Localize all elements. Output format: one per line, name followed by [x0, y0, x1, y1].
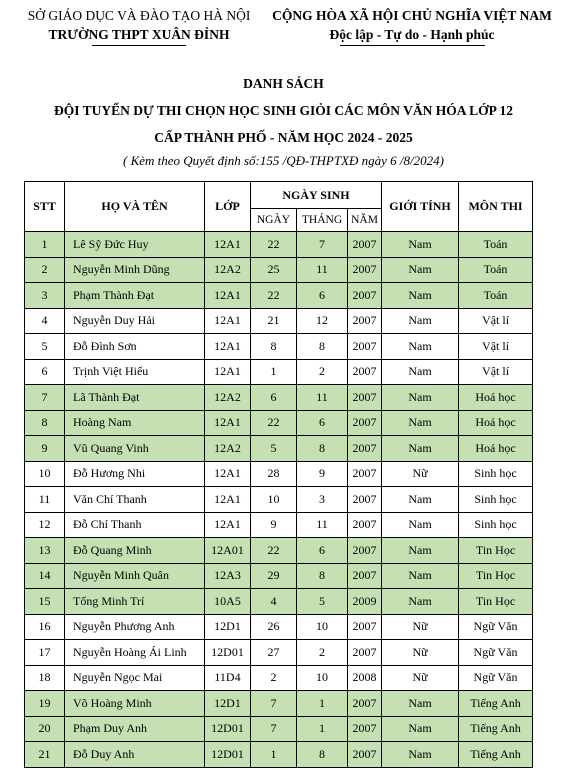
cell-subject: Toán: [459, 257, 533, 283]
table-row: [25, 232, 533, 258]
cell-day: 21: [251, 308, 297, 334]
cell-year: 2007: [348, 538, 382, 564]
cell-class: 12A2: [205, 257, 251, 283]
table-row: [25, 614, 533, 640]
cell-class: 12D1: [205, 691, 251, 717]
cell-gender: Nữ: [382, 665, 459, 691]
cell-month: 1: [297, 691, 348, 717]
table-row: [25, 589, 533, 615]
cell-class: 12A1: [205, 359, 251, 385]
cell-gender: Nữ: [382, 614, 459, 640]
cell-year: 2007: [348, 742, 382, 768]
cell-name: Trịnh Việt Hiếu: [65, 359, 205, 385]
cell-year: 2007: [348, 461, 382, 487]
motto-underline: [340, 45, 485, 46]
cell-day: 7: [251, 691, 297, 717]
cell-stt: 1: [25, 232, 65, 258]
cell-class: 12A2: [205, 436, 251, 462]
table-row: [25, 665, 533, 691]
cell-subject: Hoá học: [459, 385, 533, 411]
cell-subject: Toán: [459, 283, 533, 309]
cell-class: 12A2: [205, 385, 251, 411]
cell-name: Nguyễn Duy Hải: [65, 308, 205, 334]
cell-stt: 21: [25, 742, 65, 768]
table-row: [25, 563, 533, 589]
cell-stt: 18: [25, 665, 65, 691]
cell-name: Hoàng Nam: [65, 410, 205, 436]
cell-year: 2007: [348, 640, 382, 666]
cell-month: 9: [297, 461, 348, 487]
cell-year: 2007: [348, 359, 382, 385]
cell-stt: 17: [25, 640, 65, 666]
table-row: [25, 385, 533, 411]
cell-year: 2007: [348, 691, 382, 717]
cell-day: 7: [251, 716, 297, 742]
cell-name: Vũ Quang Vinh: [65, 436, 205, 462]
school-name: TRƯỜNG THPT XUÂN ĐỈNH: [48, 27, 230, 42]
country-name: CỘNG HÒA XÃ HỘI CHỦ NGHĨA VIỆT NAM: [272, 8, 552, 23]
cell-class: 12A1: [205, 461, 251, 487]
table-row: [25, 742, 533, 768]
header-dob: NGÀY SINH: [251, 182, 382, 209]
student-list-table: [24, 181, 533, 768]
cell-subject: Vật lí: [459, 334, 533, 360]
cell-class: 12D01: [205, 742, 251, 768]
table-row: [25, 410, 533, 436]
table-row: [25, 512, 533, 538]
cell-month: 6: [297, 538, 348, 564]
cell-gender: Nam: [382, 487, 459, 513]
cell-gender: Nữ: [382, 640, 459, 666]
cell-month: 1: [297, 716, 348, 742]
cell-subject: Ngữ Văn: [459, 640, 533, 666]
cell-name: Phạm Duy Anh: [65, 716, 205, 742]
decision-note: ( Kèm theo Quyết định số:155 /QĐ-THPTXĐ ngày 6 /8/2024): [123, 153, 444, 168]
cell-gender: Nam: [382, 257, 459, 283]
header-month: THÁNG: [297, 209, 348, 232]
cell-class: 12A1: [205, 308, 251, 334]
cell-name: Nguyễn Phương Anh: [65, 614, 205, 640]
table-row: [25, 257, 533, 283]
cell-year: 2007: [348, 512, 382, 538]
table-row: [25, 461, 533, 487]
cell-month: 2: [297, 640, 348, 666]
cell-stt: 8: [25, 410, 65, 436]
cell-day: 10: [251, 487, 297, 513]
cell-class: 12D01: [205, 716, 251, 742]
cell-year: 2007: [348, 283, 382, 309]
cell-stt: 4: [25, 308, 65, 334]
cell-gender: Nam: [382, 589, 459, 615]
cell-stt: 19: [25, 691, 65, 717]
cell-day: 6: [251, 385, 297, 411]
cell-month: 8: [297, 563, 348, 589]
cell-name: Phạm Thành Đạt: [65, 283, 205, 309]
table-row: [25, 691, 533, 717]
cell-gender: Nữ: [382, 461, 459, 487]
cell-day: 25: [251, 257, 297, 283]
cell-subject: Toán: [459, 232, 533, 258]
cell-subject: Tiếng Anh: [459, 691, 533, 717]
cell-class: 12A1: [205, 410, 251, 436]
cell-subject: Ngữ Văn: [459, 665, 533, 691]
table-row: [25, 308, 533, 334]
cell-name: Đỗ Hương Nhi: [65, 461, 205, 487]
document-subtitle: ĐỘI TUYỂN DỰ THI CHỌN HỌC SINH GIỎI CÁC MÔN VĂN HÓA LỚP 12: [54, 103, 513, 118]
cell-gender: Nam: [382, 334, 459, 360]
cell-year: 2007: [348, 614, 382, 640]
cell-gender: Nam: [382, 283, 459, 309]
cell-class: 12A01: [205, 538, 251, 564]
cell-stt: 13: [25, 538, 65, 564]
cell-name: Nguyễn Hoàng Ái Linh: [65, 640, 205, 666]
cell-day: 27: [251, 640, 297, 666]
document-title-block: [0, 70, 567, 171]
cell-month: 8: [297, 742, 348, 768]
cell-stt: 12: [25, 512, 65, 538]
cell-gender: Nam: [382, 538, 459, 564]
cell-subject: Sinh học: [459, 487, 533, 513]
cell-subject: Tin Học: [459, 538, 533, 564]
table-row: [25, 716, 533, 742]
cell-stt: 15: [25, 589, 65, 615]
cell-name: Nguyễn Minh Quân: [65, 563, 205, 589]
cell-class: 10A5: [205, 589, 251, 615]
cell-day: 5: [251, 436, 297, 462]
school-underline: [92, 45, 186, 46]
cell-day: 22: [251, 538, 297, 564]
cell-day: 4: [251, 589, 297, 615]
cell-month: 10: [297, 614, 348, 640]
cell-stt: 6: [25, 359, 65, 385]
cell-gender: Nam: [382, 691, 459, 717]
cell-class: 11D4: [205, 665, 251, 691]
table-row: [25, 538, 533, 564]
document-subtitle-2: CẤP THÀNH PHỐ - NĂM HỌC 2024 - 2025: [154, 130, 413, 145]
cell-gender: Nam: [382, 232, 459, 258]
cell-month: 5: [297, 589, 348, 615]
cell-class: 12A1: [205, 512, 251, 538]
header-subject: MÔN THI: [459, 182, 533, 232]
national-header: [262, 6, 562, 44]
cell-subject: Vật lí: [459, 308, 533, 334]
table-row: [25, 334, 533, 360]
cell-name: Đỗ Chí Thanh: [65, 512, 205, 538]
cell-day: 29: [251, 563, 297, 589]
cell-day: 1: [251, 742, 297, 768]
cell-gender: Nam: [382, 436, 459, 462]
cell-year: 2007: [348, 716, 382, 742]
cell-class: 12A1: [205, 232, 251, 258]
cell-month: 6: [297, 410, 348, 436]
cell-day: 1: [251, 359, 297, 385]
cell-year: 2007: [348, 487, 382, 513]
cell-year: 2007: [348, 308, 382, 334]
cell-name: Đỗ Quang Minh: [65, 538, 205, 564]
cell-month: 7: [297, 232, 348, 258]
cell-subject: Ngữ Văn: [459, 614, 533, 640]
table-row: [25, 359, 533, 385]
cell-stt: 3: [25, 283, 65, 309]
cell-name: Văn Chí Thanh: [65, 487, 205, 513]
header-year: NĂM: [348, 209, 382, 232]
cell-month: 10: [297, 665, 348, 691]
cell-stt: 20: [25, 716, 65, 742]
cell-class: 12A1: [205, 487, 251, 513]
cell-gender: Nam: [382, 563, 459, 589]
cell-name: Tống Minh Trí: [65, 589, 205, 615]
cell-class: 12D01: [205, 640, 251, 666]
cell-year: 2007: [348, 232, 382, 258]
cell-year: 2007: [348, 385, 382, 411]
national-motto: Độc lập - Tự do - Hạnh phúc: [329, 27, 495, 42]
cell-day: 9: [251, 512, 297, 538]
cell-subject: Tin Học: [459, 563, 533, 589]
cell-name: Nguyễn Minh Dũng: [65, 257, 205, 283]
header-name: HỌ VÀ TÊN: [65, 182, 205, 232]
cell-month: 11: [297, 512, 348, 538]
cell-month: 8: [297, 334, 348, 360]
cell-name: Võ Hoàng Minh: [65, 691, 205, 717]
cell-class: 12A1: [205, 334, 251, 360]
cell-stt: 11: [25, 487, 65, 513]
cell-stt: 2: [25, 257, 65, 283]
header-gender: GIỚI TÍNH: [382, 182, 459, 232]
cell-stt: 16: [25, 614, 65, 640]
header-stt: STT: [25, 182, 65, 232]
table-row: [25, 640, 533, 666]
cell-day: 22: [251, 410, 297, 436]
cell-stt: 10: [25, 461, 65, 487]
cell-month: 2: [297, 359, 348, 385]
cell-gender: Nam: [382, 385, 459, 411]
cell-day: 2: [251, 665, 297, 691]
cell-name: Nguyễn Ngọc Mai: [65, 665, 205, 691]
header-day: NGÀY: [251, 209, 297, 232]
cell-class: 12D1: [205, 614, 251, 640]
table-row: [25, 283, 533, 309]
table-row: [25, 487, 533, 513]
cell-name: Lã Thành Đạt: [65, 385, 205, 411]
cell-month: 11: [297, 257, 348, 283]
cell-day: 26: [251, 614, 297, 640]
cell-year: 2007: [348, 436, 382, 462]
cell-stt: 7: [25, 385, 65, 411]
cell-year: 2009: [348, 589, 382, 615]
cell-year: 2007: [348, 410, 382, 436]
cell-year: 2007: [348, 563, 382, 589]
cell-month: 3: [297, 487, 348, 513]
cell-month: 12: [297, 308, 348, 334]
cell-day: 22: [251, 283, 297, 309]
cell-year: 2007: [348, 334, 382, 360]
header-class: LỚP: [205, 182, 251, 232]
cell-gender: Nam: [382, 359, 459, 385]
cell-day: 8: [251, 334, 297, 360]
cell-month: 8: [297, 436, 348, 462]
cell-subject: Hoá học: [459, 410, 533, 436]
cell-name: Đỗ Đình Sơn: [65, 334, 205, 360]
cell-name: Đỗ Duy Anh: [65, 742, 205, 768]
cell-subject: Vật lí: [459, 359, 533, 385]
cell-name: Lê Sỹ Đức Huy: [65, 232, 205, 258]
cell-class: 12A3: [205, 563, 251, 589]
cell-subject: Sinh học: [459, 461, 533, 487]
cell-gender: Nam: [382, 410, 459, 436]
cell-subject: Sinh học: [459, 512, 533, 538]
cell-subject: Tiếng Anh: [459, 742, 533, 768]
cell-month: 11: [297, 385, 348, 411]
cell-stt: 5: [25, 334, 65, 360]
table-row: [25, 436, 533, 462]
cell-day: 28: [251, 461, 297, 487]
cell-day: 22: [251, 232, 297, 258]
cell-class: 12A1: [205, 283, 251, 309]
cell-year: 2008: [348, 665, 382, 691]
cell-subject: Hoá học: [459, 436, 533, 462]
cell-year: 2007: [348, 257, 382, 283]
issuer-block: [14, 6, 264, 44]
cell-gender: Nam: [382, 742, 459, 768]
cell-gender: Nam: [382, 308, 459, 334]
cell-subject: Tiếng Anh: [459, 716, 533, 742]
cell-subject: Tin Học: [459, 589, 533, 615]
cell-gender: Nam: [382, 716, 459, 742]
department-name: SỞ GIÁO DỤC VÀ ĐÀO TẠO HÀ NỘI: [27, 8, 251, 23]
cell-month: 6: [297, 283, 348, 309]
cell-gender: Nam: [382, 512, 459, 538]
cell-stt: 14: [25, 563, 65, 589]
cell-stt: 9: [25, 436, 65, 462]
document-title: DANH SÁCH: [243, 76, 324, 91]
